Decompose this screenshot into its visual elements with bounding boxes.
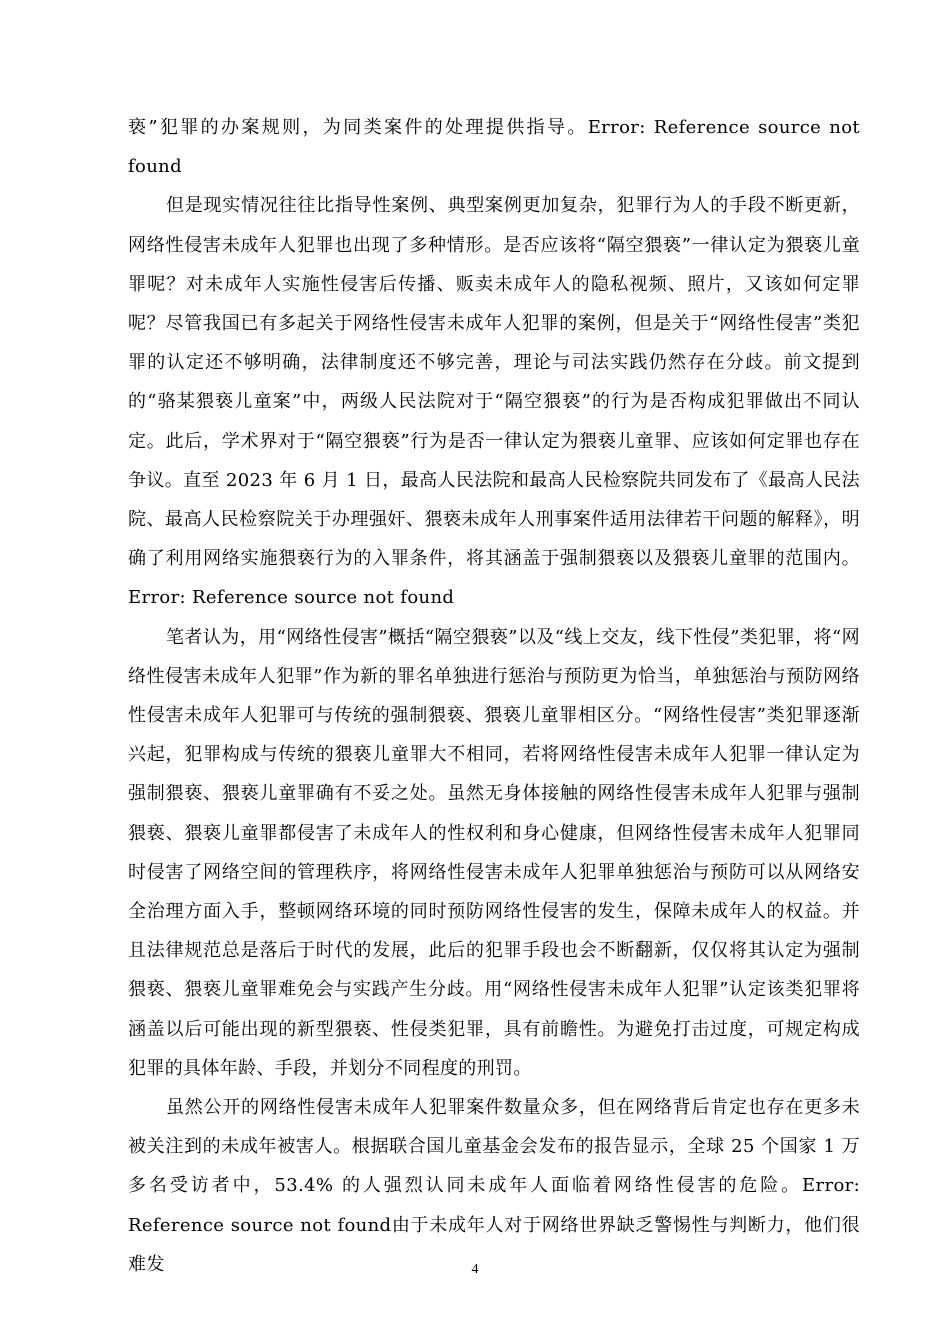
document-body bbox=[128, 108, 860, 1284]
page-number: 4 bbox=[471, 1262, 479, 1277]
paragraph-2: 但是现实情况往往比指导性案例、典型案例更加复杂，犯罪行为人的手段不断更新，网络性侵害未成年人犯罪也出现了多种情形。是否应该将“隔空猥亵”一律认定为猥亵儿童罪呢？对未成年人实施性侵害后传播、贩卖未成年人的隐私视频、照片，又该如何定罪呢？尽管我国已有多起关于网络性侵害未成年人犯罪的案例，但是关于“网络性侵害”类犯罪的认定还不够明确，法律制度还不够完善，理论与司法实践仍然存在分歧。前文提到的“骆某猥亵儿童案”中，两级人民法院对于“隔空猥亵”的行为是否构成犯罪做出不同认定。此后，学术界对于“隔空猥亵”行为是否一律认定为猥亵儿童罪、应该如何定罪也存在争议。直至 2023 年 6 月 1 日，最高人民法院和最高人民检察院共同发布了《最高人民法院、最高人民检察院关于办理强奸、猥亵未成年人刑事案件适用法律若干问题的解释》，明确了利用网络实施猥亵行为的入罪条件，将其涵盖于强制猥亵以及猥亵儿童罪的范围内。Error: Reference source not found bbox=[128, 195, 860, 609]
paragraph-4: 虽然公开的网络性侵害未成年人犯罪案件数量众多，但在网络背后肯定也存在更多未被关注到的未成年被害人。根据联合国儿童基金会发布的报告显示，全球 25 个国家 1 万多名受访者中，53.4% 的人强烈认同未成年人面临着网络性侵害的危险。Error: Reference source not found由于未成年人对于网络世界缺乏警惕性与判断力，他们很难发 bbox=[128, 1097, 860, 1275]
paragraph-continuation: 亵”犯罪的办案规则，为同类案件的处理提供指导。Error: Reference source not found bbox=[128, 117, 860, 178]
paragraph-3: 笔者认为，用“网络性侵害”概括“隔空猥亵”以及“线上交友，线下性侵”类犯罪，将“网络性侵害未成年人犯罪”作为新的罪名单独进行惩治与预防更为恰当，单独惩治与预防网络性侵害未成年人犯罪可与传统的强制猥亵、猥亵儿童罪相区分。“网络性侵害”类犯罪逐渐兴起，犯罪构成与传统的猥亵儿童罪大不相同，若将网络性侵害未成年人犯罪一律认定为强制猥亵、猥亵儿童罪确有不妥之处。虽然无身体接触的网络性侵害未成年人犯罪与强制猥亵、猥亵儿童罪都侵害了未成年人的性权利和身心健康，但网络性侵害未成年人犯罪同时侵害了网络空间的管理秩序，将网络性侵害未成年人犯罪单独惩治与预防可以从网络安全治理方面入手，整顿网络环境的同时预防网络性侵害的发生，保障未成年人的权益。并且法律规范总是落后于时代的发展，此后的犯罪手段也会不断翻新，仅仅将其认定为强制猥亵、猥亵儿童罪难免会与实践产生分歧。用“网络性侵害未成年人犯罪”认定该类犯罪将涵盖以后可能出现的新型猥亵、性侵类犯罪，具有前瞻性。为避免打击过度，可规定构成犯罪的具体年龄、手段，并划分不同程度的刑罚。 bbox=[128, 626, 860, 1079]
